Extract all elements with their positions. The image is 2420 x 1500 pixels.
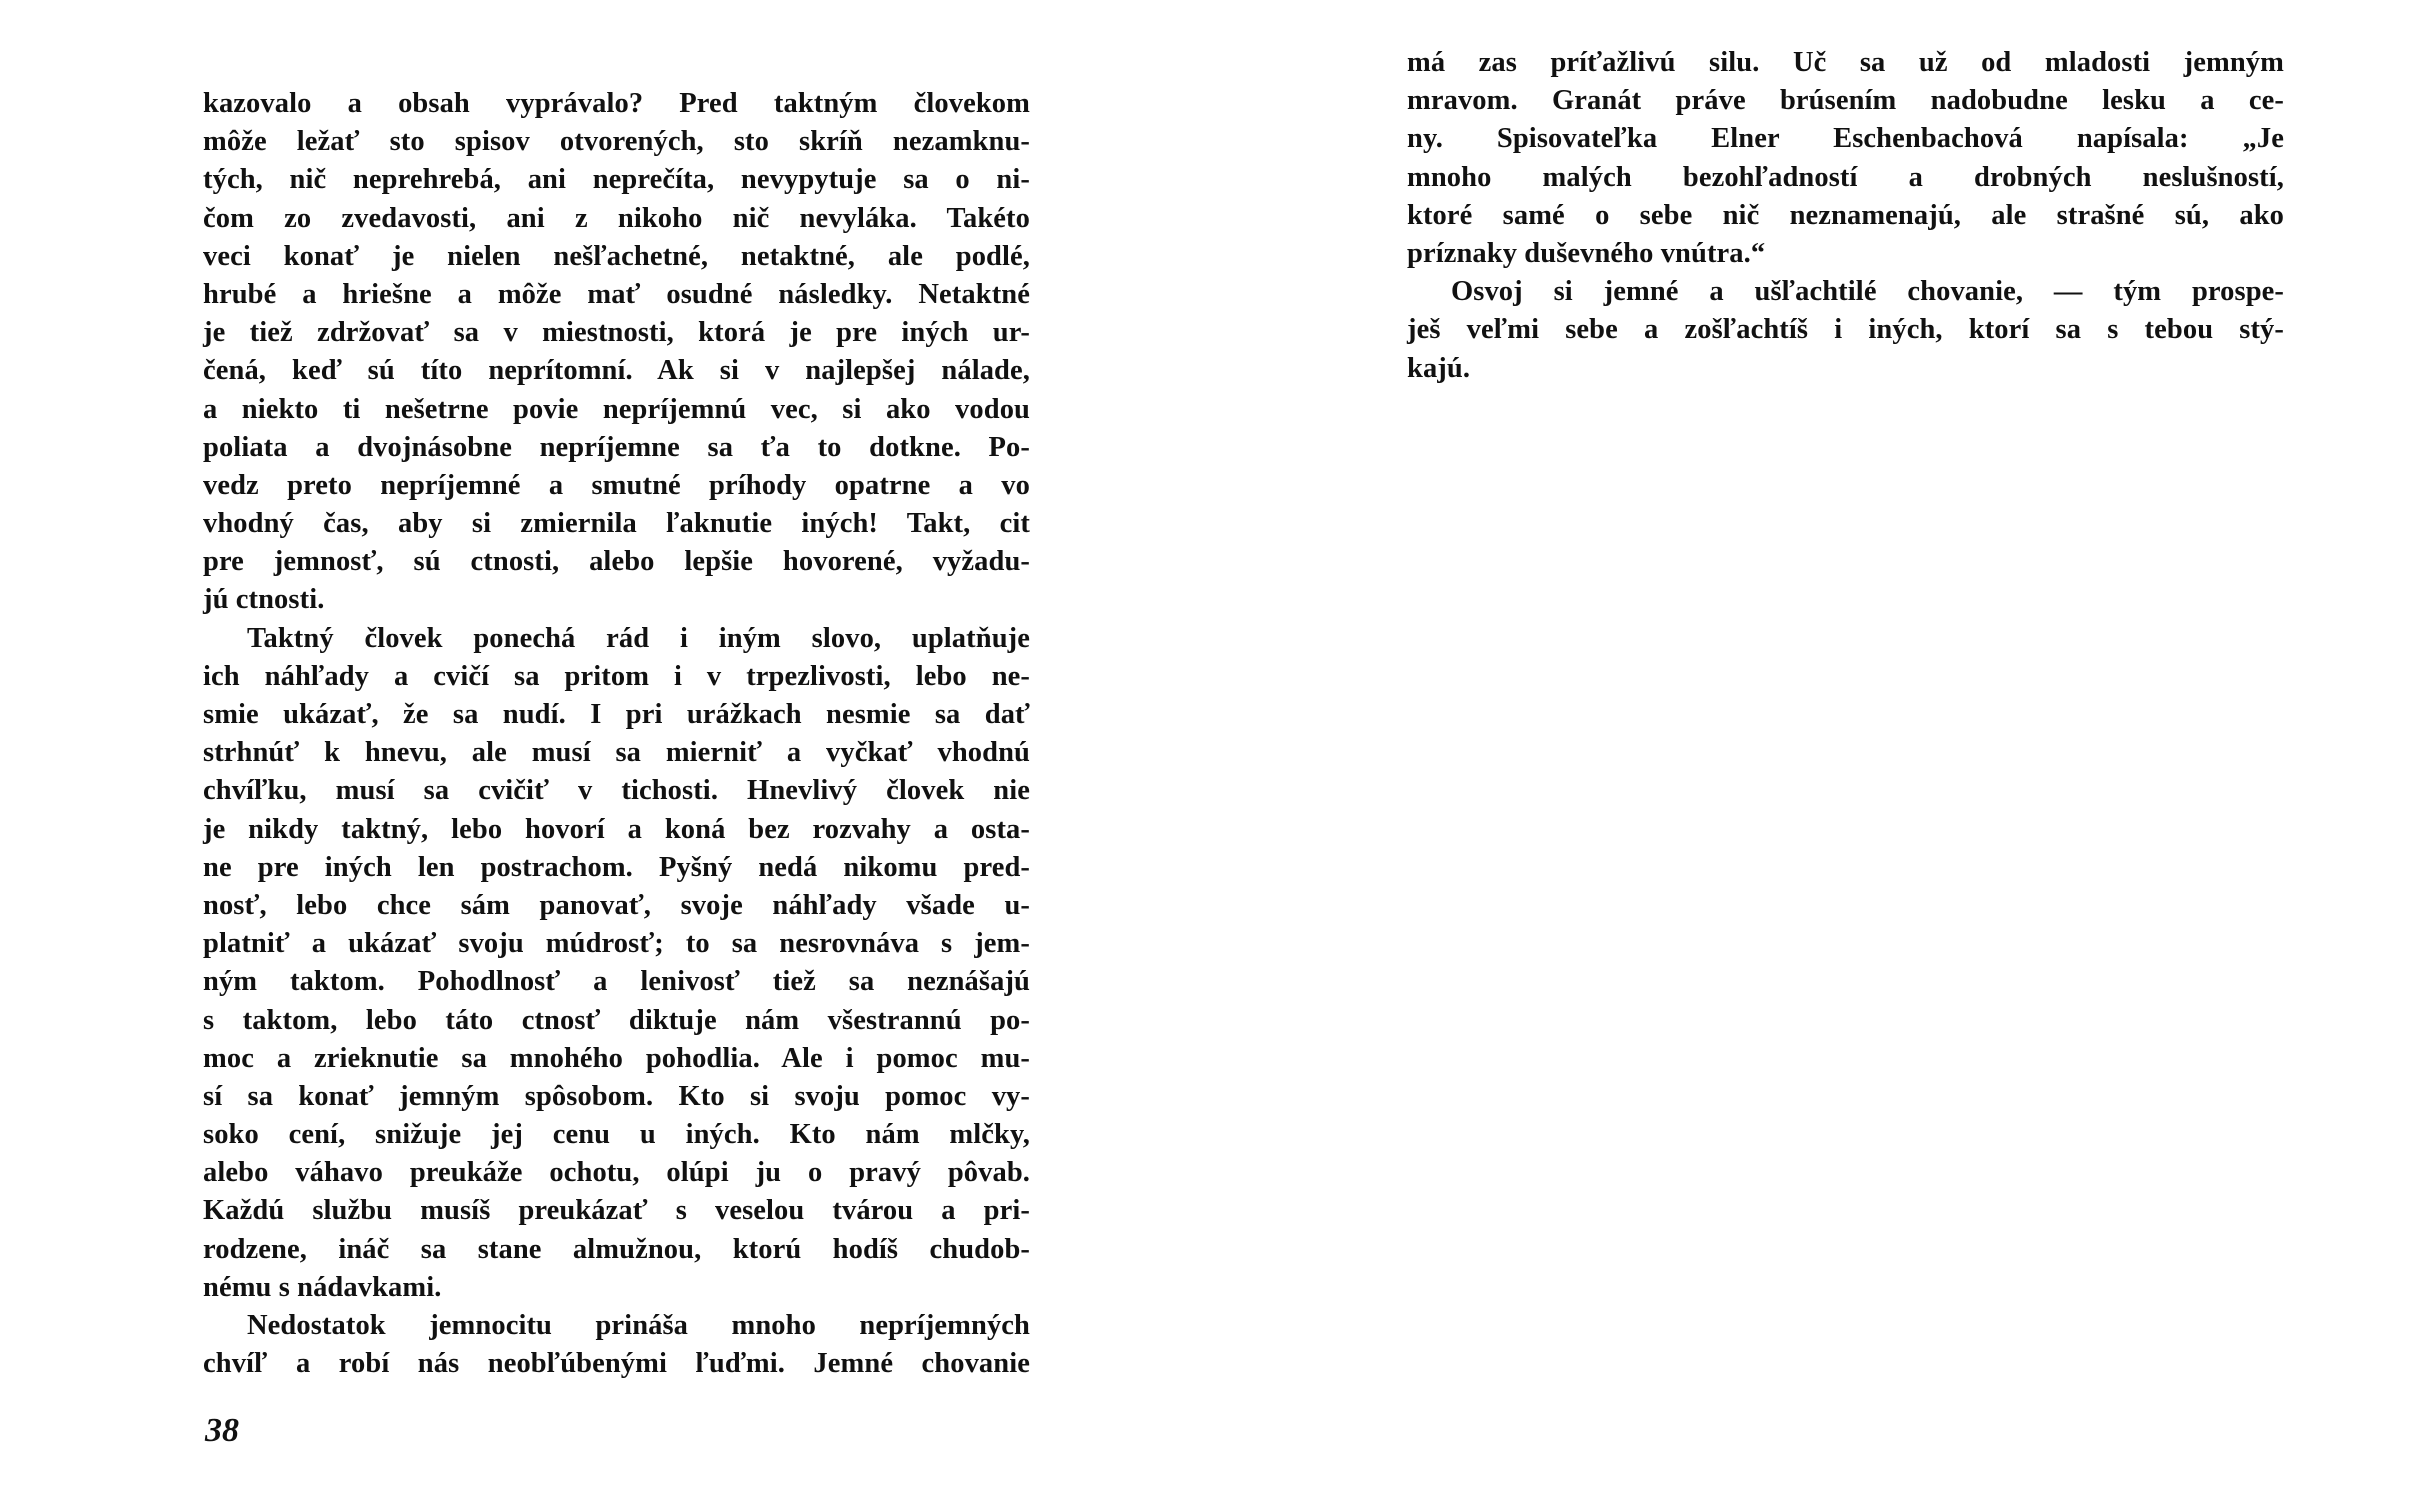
text-line: je nikdy taktný, lebo hovorí a koná bez rozvahy a osta-: [203, 813, 1030, 845]
text-line: nosť, lebo chce sám panovať, svoje náhľady všade u-: [203, 889, 1030, 921]
left-page-text: [203, 85, 1030, 1383]
text-line: čená, keď sú títo neprítomní. Ak si v najlepšej nálade,: [203, 355, 1030, 387]
text-line: chvíľ a robí nás neobľúbenými ľuďmi. Jemné chovanie: [203, 1348, 1030, 1380]
text-line: sí sa konať jemným spôsobom. Kto si svoju pomoc vy-: [203, 1080, 1030, 1112]
text-line: ješ veľmi sebe a zošľachtíš i iných, ktorí sa s tebou stý-: [1407, 314, 2284, 346]
text-line: má zas príťažlivú silu. Uč sa už od mladosti jemným: [1407, 47, 2284, 78]
text-line: hrubé a hriešne a môže mať osudné následky. Netaktné: [203, 278, 1030, 310]
text-line: vedz preto nepríjemné a smutné príhody opatrne a vo: [203, 469, 1030, 501]
text-line: kajú.: [1407, 352, 1471, 384]
text-line: je tiež zdržovať sa v miestnosti, ktorá je pre iných ur-: [203, 317, 1030, 349]
text-line: ným taktom. Pohodlnosť a lenivosť tiež sa neznášajú: [203, 966, 1030, 998]
text-line: Nedostatok jemnocitu prináša mnoho nepríjemných: [247, 1310, 1030, 1341]
text-line: čom zo zvedavosti, ani z nikoho nič nevyláka. Takéto: [203, 202, 1030, 234]
text-line: strhnúť k hnevu, ale musí sa mierniť a vyčkať vhodnú: [203, 737, 1030, 769]
text-line: kazovalo a obsah vyprávalo? Pred taktným človekom: [203, 88, 1030, 119]
text-line: vhodný čas, aby si zmiernila ľaknutie iných! Takt, cit: [203, 508, 1030, 540]
text-line: ne pre iných len postrachom. Pyšný nedá nikomu pred-: [203, 851, 1030, 883]
text-line: platniť a ukázať svoju múdrosť; to sa nesrovnáva s jem-: [203, 928, 1030, 960]
text-line: pre jemnosť, sú ctnosti, alebo lepšie hovorené, vyžadu-: [203, 546, 1030, 578]
text-line: a niekto ti nešetrne povie nepríjemnú vec, si ako vodou: [203, 393, 1030, 425]
text-line: smie ukázať, že sa nudí. I pri urážkach nesmie sa dať: [203, 699, 1030, 730]
text-line: Každú službu musíš preukázať s veselou tvárou a pri-: [203, 1195, 1030, 1227]
text-line: soko cení, snižuje jej cenu u iných. Kto nám mlčky,: [203, 1119, 1030, 1151]
text-line: s taktom, lebo táto ctnosť diktuje nám všestrannú po-: [203, 1004, 1030, 1036]
text-line: ny. Spisovateľka Elner Eschenbachová napísala: „Je: [1407, 123, 2284, 155]
text-line: rodzene, ináč sa stane almužnou, ktorú hodíš chudob-: [203, 1233, 1030, 1265]
text-line: alebo váhavo preukáže ochotu, olúpi ju o pravý pôvab.: [203, 1157, 1030, 1189]
text-line: moc a zrieknutie sa mnohého pohodlia. Ale i pomoc mu-: [203, 1042, 1030, 1074]
text-line: príznaky duševného vnútra.“: [1407, 237, 1766, 269]
text-line: poliata a dvojnásobne nepríjemne sa ťa to dotkne. Po-: [203, 431, 1030, 463]
text-line: ich náhľady a cvičí sa pritom i v trpezlivosti, lebo ne-: [203, 660, 1030, 692]
text-line: jú ctnosti.: [203, 584, 325, 616]
text-line: ktoré samé o sebe nič neznamenajú, ale strašné sú, ako: [1407, 199, 2284, 231]
text-line: tých, nič neprehrebá, ani neprečíta, nevypytuje sa o ni-: [203, 164, 1030, 196]
right-page-text: [1407, 44, 2284, 388]
text-line: veci konať je nielen nešľachetné, netaktné, ale podlé,: [203, 240, 1030, 272]
text-line: Osvoj si jemné a ušľachtilé chovanie, — tým prospe-: [1451, 276, 2284, 308]
text-line: mravom. Granát práve brúsením nadobudne lesku a ce-: [1407, 85, 2284, 117]
text-line: nému s nádavkami.: [203, 1271, 442, 1303]
text-line: môže ležať sto spisov otvorených, sto skríň nezamknu-: [203, 126, 1030, 158]
text-line: mnoho malých bezohľadností a drobných neslušností,: [1407, 161, 2284, 193]
page-number: 38: [205, 1412, 239, 1449]
text-line: chvíľku, musí sa cvičiť v tichosti. Hnevlivý človek nie: [203, 775, 1030, 807]
text-line: Taktný človek ponechá rád i iným slovo, uplatňuje: [247, 622, 1030, 654]
right-page: [1210, 0, 2420, 1500]
